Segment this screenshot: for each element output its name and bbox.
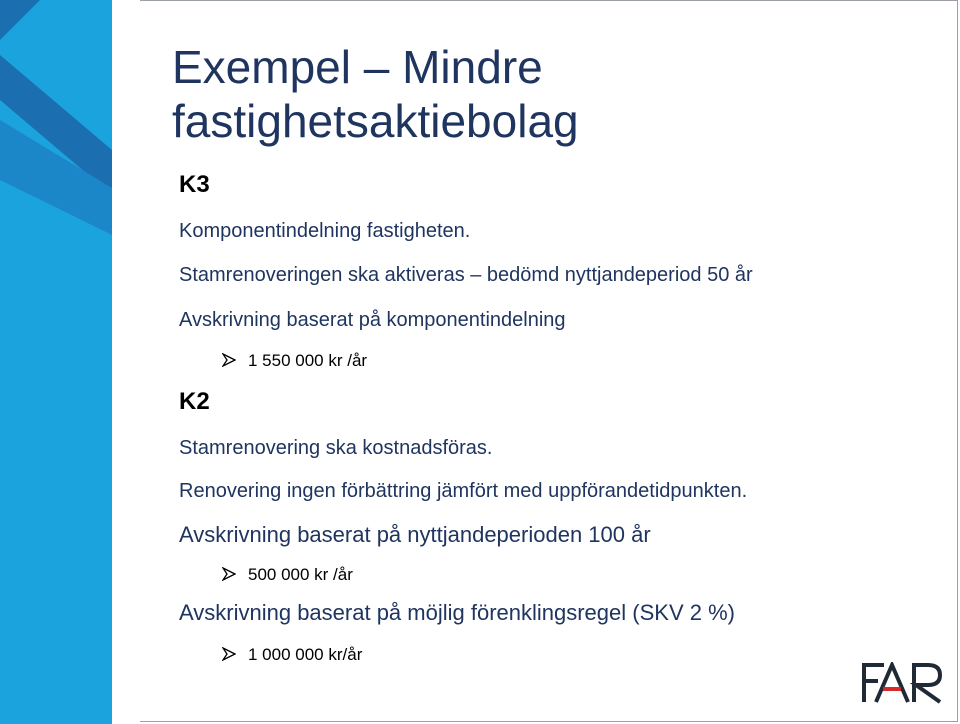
k3-bullet-text: 1 550 000 kr /år: [248, 351, 368, 370]
k2-line-3: Avskrivning baserat på nyttjandeperioden 100 år: [179, 522, 651, 547]
title-line-1: Exempel – Mindre: [172, 41, 543, 93]
far-logo: [862, 662, 944, 704]
k2-bullet-1-text: 500 000 kr /år: [248, 565, 353, 584]
k2-bullet-2-text: 1 000 000 kr/år: [248, 645, 363, 664]
arrow-bullet-icon: [222, 567, 236, 581]
arrow-bullet-icon: [222, 647, 236, 661]
slide-title: [172, 40, 872, 148]
k3-line-2: Stamrenoveringen ska aktiveras – bedömd nyttjandeperiod 50 år: [179, 264, 753, 286]
k3-line-1: Komponentindelning fastigheten.: [179, 220, 471, 242]
decorative-stripe: [0, 0, 160, 724]
k3-bullet: [222, 351, 367, 371]
arrow-bullet-icon: [222, 353, 236, 367]
title-line-2: fastighetsaktiebolag: [172, 95, 579, 147]
k2-line-2: Renovering ingen förbättring jämfört med uppförandetidpunkten.: [179, 480, 748, 502]
k3-heading: K3: [179, 171, 210, 198]
k2-bullet-2: [222, 645, 362, 665]
k2-line-1: Stamrenovering ska kostnadsföras.: [179, 437, 493, 459]
k2-bullet-1: [222, 565, 353, 585]
k2-line-4: Avskrivning baserat på möjlig förenklingsregel (SKV 2 %): [179, 600, 735, 625]
k2-heading: K2: [179, 388, 210, 415]
k3-line-3: Avskrivning baserat på komponentindelning: [179, 309, 566, 331]
